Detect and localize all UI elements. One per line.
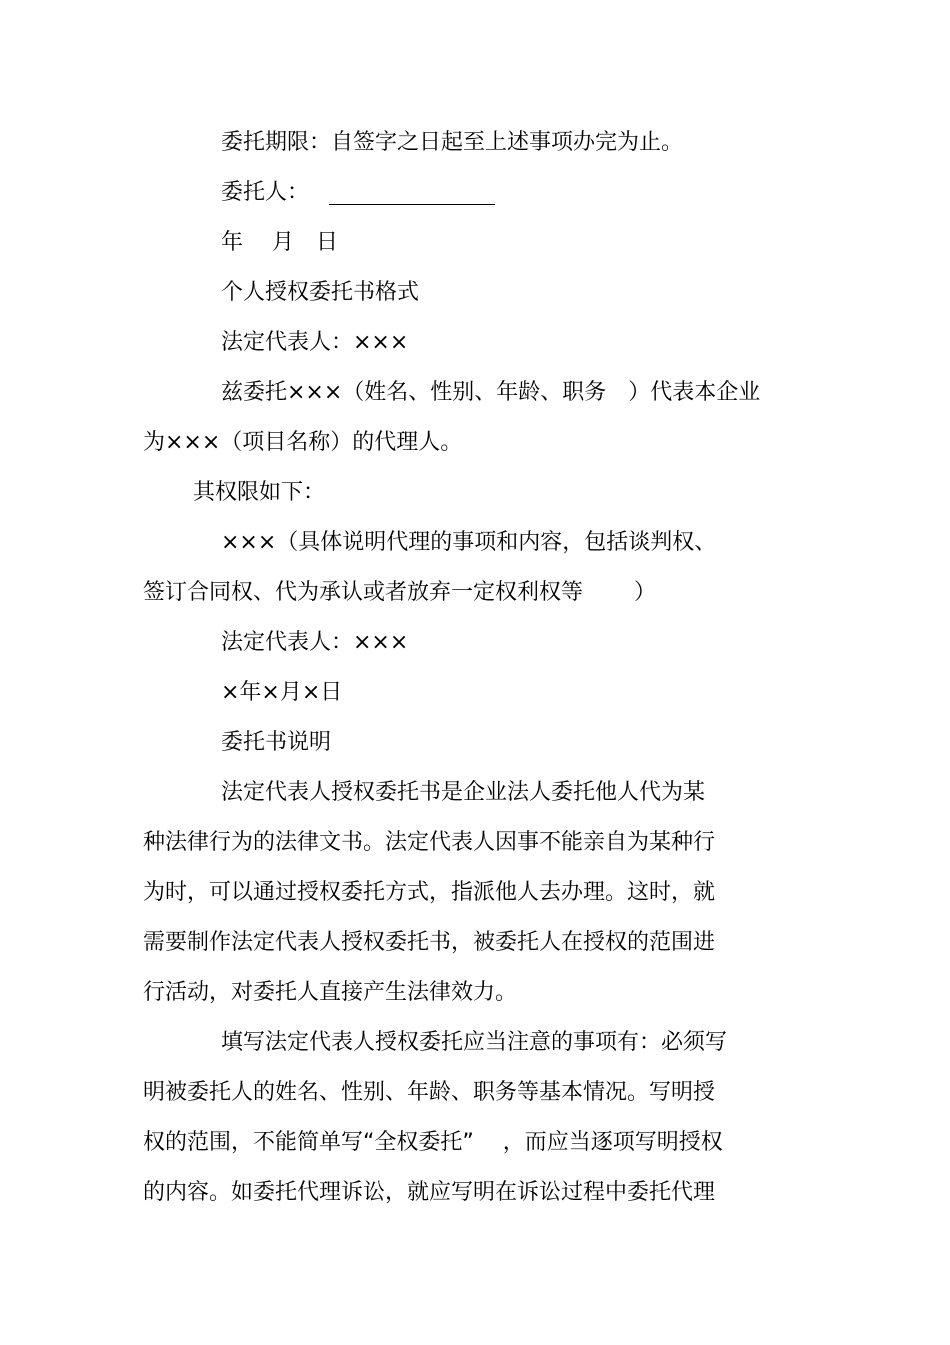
explanation-paragraph-2-line-4: 的内容。如委托代理诉讼，就应写明在诉讼过程中委托代理 (143, 1180, 716, 1205)
authority-heading: 其权限如下： (193, 480, 326, 505)
client-label: 委托人： (221, 180, 310, 205)
client-signature-line (221, 178, 495, 208)
legal-rep-line: 法定代表人：××× (221, 330, 409, 355)
entrust-statement-line-2: 为×××（项目名称）的代理人。 (143, 430, 463, 455)
explanation-paragraph-1-line-5: 行活动，对委托人直接产生法律效力。 (143, 980, 518, 1005)
explanation-paragraph-1-line-4: 需要制作法定代表人授权委托书，被委托人在授权的范围进 (143, 930, 716, 955)
entrust-period-line: 委托期限：自签字之日起至上述事项办完为止。 (221, 130, 684, 155)
explanation-paragraph-2-line-3: 权的范围，不能简单写“全权委托” ，而应当逐项写明授权 (143, 1130, 723, 1155)
entrust-statement-line-1: 兹委托×××（姓名、性别、年龄、职务 ）代表本企业 (221, 380, 761, 405)
legal-rep-signature-line: 法定代表人：××× (221, 630, 409, 655)
explanation-paragraph-1-line-3: 为时，可以通过授权委托方式，指派他人去办理。这时，就 (143, 880, 716, 905)
date-placeholder-line: 年 月 日 (221, 230, 338, 255)
explanation-paragraph-1-line-2: 种法律行为的法律文书。法定代表人因事不能亲自为某种行 (143, 830, 716, 855)
explanation-heading: 委托书说明 (221, 730, 332, 755)
explanation-paragraph-2-line-2: 明被委托人的姓名、性别、年龄、职务等基本情况。写明授 (143, 1080, 716, 1105)
authority-detail-line-1: ×××（具体说明代理的事项和内容，包括谈判权、 (221, 530, 717, 555)
explanation-paragraph-1-line-1: 法定代表人授权委托书是企业法人委托他人代为某 (221, 780, 706, 805)
signature-blank (329, 182, 495, 205)
section-heading-format: 个人授权委托书格式 (221, 280, 420, 305)
sign-date-line: ×年×月×日 (221, 680, 343, 705)
explanation-paragraph-2-line-1: 填写法定代表人授权委托应当注意的事项有：必须写 (221, 1030, 728, 1055)
authority-detail-line-2: 签订合同权、代为承认或者放弃一定权利权等 ） (143, 580, 656, 605)
